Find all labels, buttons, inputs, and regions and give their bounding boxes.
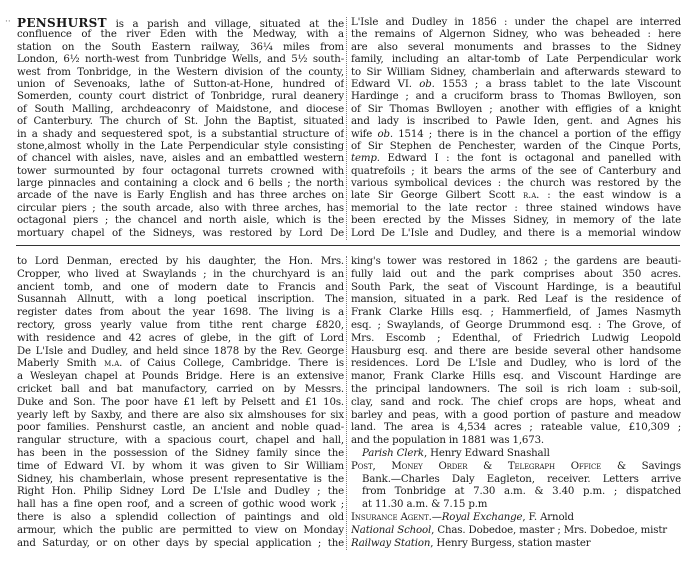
text-line: union of Sevenoaks, lathe of Sutton-at-Hone, hundred of [17, 78, 344, 90]
text-line: rangular structure, with a spacious court, chapel and hall, [17, 435, 344, 447]
text-line: fully laid out and the park comprises about 350 acres. [351, 268, 681, 280]
text-line: esq. ; Swaylands, of George Drummond esq. : The Grove, of [351, 319, 681, 331]
top-right-column [351, 17, 681, 240]
text-line: residences. Lord De L'Isle and Dudley, who is lord of the [351, 358, 681, 370]
text-line: London, 6½ north-west from Tunbridge Wells, and 5½ south- [17, 54, 344, 66]
text-line: large pinnacles and containing a clock and 6 bells ; the north [17, 178, 344, 190]
text-line: ancient tomb, and one of modern date to Francis and [17, 281, 344, 293]
text-line: memorial to the late rector : three stained windows have [351, 202, 681, 214]
text-line: octagonal piers ; the chancel and north aisle, which is the [17, 215, 344, 227]
text-line: Frank Clarke Hills esq. ; Hammerfield, of James Nasmyth [351, 307, 681, 319]
text-line: of Sir Stephen de Penchester, warden of the Cinque Ports, [351, 140, 681, 152]
text-line: Right Hon. Philip Sidney Lord De L'Isle and Dudley ; the [17, 486, 344, 498]
text-line: of Canterbury. The church of St. John the Baptist, situated [17, 116, 344, 128]
text-line: barley and peas, with a good portion of pasture and meadow [351, 409, 681, 421]
text-line: quatrefoils ; it bears the arms of the see of Canterbury and [351, 165, 681, 177]
section-rule [16, 245, 680, 246]
text-line: armour, which the public are permitted to view on Monday [17, 524, 344, 536]
text-line: west from Tonbridge, in the Western division of the county, [17, 66, 344, 78]
text-line: circular piers ; the south arcade, also with three arches, has [17, 202, 344, 214]
text-line: Lord De L'Isle and Dudley, and there is a memorial window [351, 227, 681, 239]
entry-heading: PENSHURST [17, 17, 107, 30]
text-line: Bank.—Charles Daly Eagleton, receiver. Letters arrive [362, 473, 681, 485]
text-line: at 11.30 a.m. & 7.15 p.m [362, 499, 488, 511]
text-line: station on the South Eastern railway, 36¼ miles from [17, 41, 344, 53]
text-line: Cropper, who lived at Swaylands ; in the churchyard is an [17, 268, 344, 280]
national-school-line: National School, Chas. Dobedoe, master ; Mrs. Dobedoe, mistr [351, 524, 668, 536]
bottom-left-column [17, 256, 344, 550]
text-line: Hausburg esq. and there are beside several other handsome [351, 345, 681, 357]
railway-station-line: Railway Station, Henry Burgess, station master [351, 537, 591, 549]
text-line: to Sir William Sidney, chamberlain and afterwards steward to [351, 66, 681, 78]
text-line: Duke and Son. The poor have £1 left by Pelsett and £1 10s. [17, 396, 344, 408]
text-line: clay, sand and rock. The chief crops are hops, wheat and [351, 396, 681, 408]
text-line: Edward VI. ob. 1553 ; a brass tablet to the late Viscount [351, 78, 681, 90]
text-line: confluence of the river Eden with the Medway, with a [17, 29, 344, 41]
text-line: cricket ball and bat manufactory, carried on by Messrs. [17, 383, 344, 395]
top-left-column [17, 17, 344, 240]
text-line: South Park, the seat of Viscount Hardinge, is a beautiful [351, 281, 681, 293]
parish-clerk-line: Parish Clerk, Henry Edward Snashall [362, 447, 550, 459]
text-line: king's tower was restored in 1862 ; the gardens are beauti- [351, 256, 681, 267]
text-line: late Sir George Gilbert Scott r.a. : the east window is a [351, 190, 681, 202]
text-line: De L'Isle and Dudley, and held since 1878 by the Rev. George [17, 345, 344, 357]
text-line: and the population in 1881 was 1,673. [351, 435, 545, 447]
text-line: Hardinge ; and a cruciform brass to Thomas Bwlloyen, son [351, 91, 681, 103]
text-line: temp. Edward I : the font is octagonal and panelled with [351, 153, 681, 165]
text-line: family, including an altar-tomb of Late Perpendicular work [351, 54, 681, 66]
text-line: manor, Frank Clarke Hills esq. and Viscount Hardinge are [351, 371, 681, 383]
text-line: mortuary chapel of the Sidneys, was restored by Lord De [17, 227, 344, 239]
text-line: with residence and 42 acres of glebe, in the gift of Lord [17, 332, 344, 344]
text-line: mansion, situated in a park. Red Leaf is the residence of [351, 294, 681, 306]
post-office-line: Post, Money Order & Telegraph Office & Savings [351, 460, 681, 472]
bottom-right-column [351, 256, 681, 550]
text-line: Somerden, county court district of Tonbridge, rural deanery [17, 91, 344, 103]
text-line: a Wesleyan chapel at Pounds Bridge. Here is an extensive [17, 371, 344, 383]
text-line: PENSHURST is a parish and village, situated at the [17, 17, 344, 30]
text-line: L'Isle and Dudley in 1856 : under the chapel are interred [351, 17, 681, 28]
text-line: arcade of the nave is Early English and has three arches on [17, 190, 344, 202]
text-line: poor families. Penshurst castle, an ancient and noble quad- [17, 422, 344, 434]
text-line: various symbolical devices : the church was restored by the [351, 178, 681, 190]
text-line: stone,almost wholly in the Late Perpendicular style consisting [17, 140, 344, 152]
text-line: the principal landowners. The soil is rich loam : sub-soil, [351, 383, 681, 395]
text-line: register dates from about the year 1698. The living is a [17, 307, 344, 319]
margin-marks: ·· [5, 17, 11, 27]
text-line: has been in the possession of the Sidney family since the [17, 447, 344, 459]
column-divider [346, 17, 347, 240]
column-divider [346, 256, 347, 550]
text-line: of chancel with aisles, nave, aisles and an embattled western [17, 153, 344, 165]
text-line: hall has a fine open roof, and a screen of gothic wood work ; [17, 499, 344, 511]
text-line: been erected by the Misses Sidney, in memory of the late [351, 215, 681, 227]
insurance-agent-line: Insurance Agent.—Royal Exchange, F. Arnold [351, 511, 574, 523]
text-line: there is also a splendid collection of paintings and old [17, 511, 344, 523]
text-line: Maberly Smith m.a. of Caius College, Cambridge. There is [17, 358, 344, 370]
text-line: to Lord Denman, erected by his daughter, the Hon. Mrs. [17, 256, 344, 267]
text-line: wife ob. 1514 ; there is in the chancel a portion of the effigy [351, 128, 681, 140]
text-line: in a shady and sequestered spot, is a substantial structure of [17, 128, 344, 140]
text-line: Susannah Allnutt, with a long poetical inscription. The [17, 294, 344, 306]
text-line: tower surmounted by four octagonal turrets crowned with [17, 165, 344, 177]
text-line: from Tonbridge at 7.30 a.m. & 3.40 p.m. ; dispatched [362, 486, 681, 498]
text-line: rectory, gross yearly value from tithe rent charge £820, [17, 319, 344, 331]
text-line: are also several monuments and brasses to the Sidney [351, 41, 681, 53]
text-line: Mrs. Escomb ; Edenthal, of Friedrich Ludwig Leopold [351, 332, 681, 344]
text-line: yearly left by Saxby, and there are also six almshouses for six [17, 409, 344, 421]
text-line: the remains of Algernon Sidney, who was beheaded : here [351, 29, 681, 41]
text-line: of Sir Thomas Bwlloyen ; another with effigies of a knight [351, 103, 681, 115]
text-line: and lady is inscribed to Pawle Iden, gent. and Agnes his [351, 116, 681, 128]
text-line: Sidney, his chamberlain, whose present representative is the [17, 473, 344, 485]
text-line: of South Malling, archdeaconry of Maidstone, and diocese [17, 103, 344, 115]
text-line: land. The area is 4,534 acres ; rateable value, £10,309 ; [351, 422, 681, 434]
text-line: time of Edward VI. by whom it was given to Sir William [17, 460, 344, 472]
text-line: and Saturday, or on other days by special application ; the [17, 537, 344, 549]
